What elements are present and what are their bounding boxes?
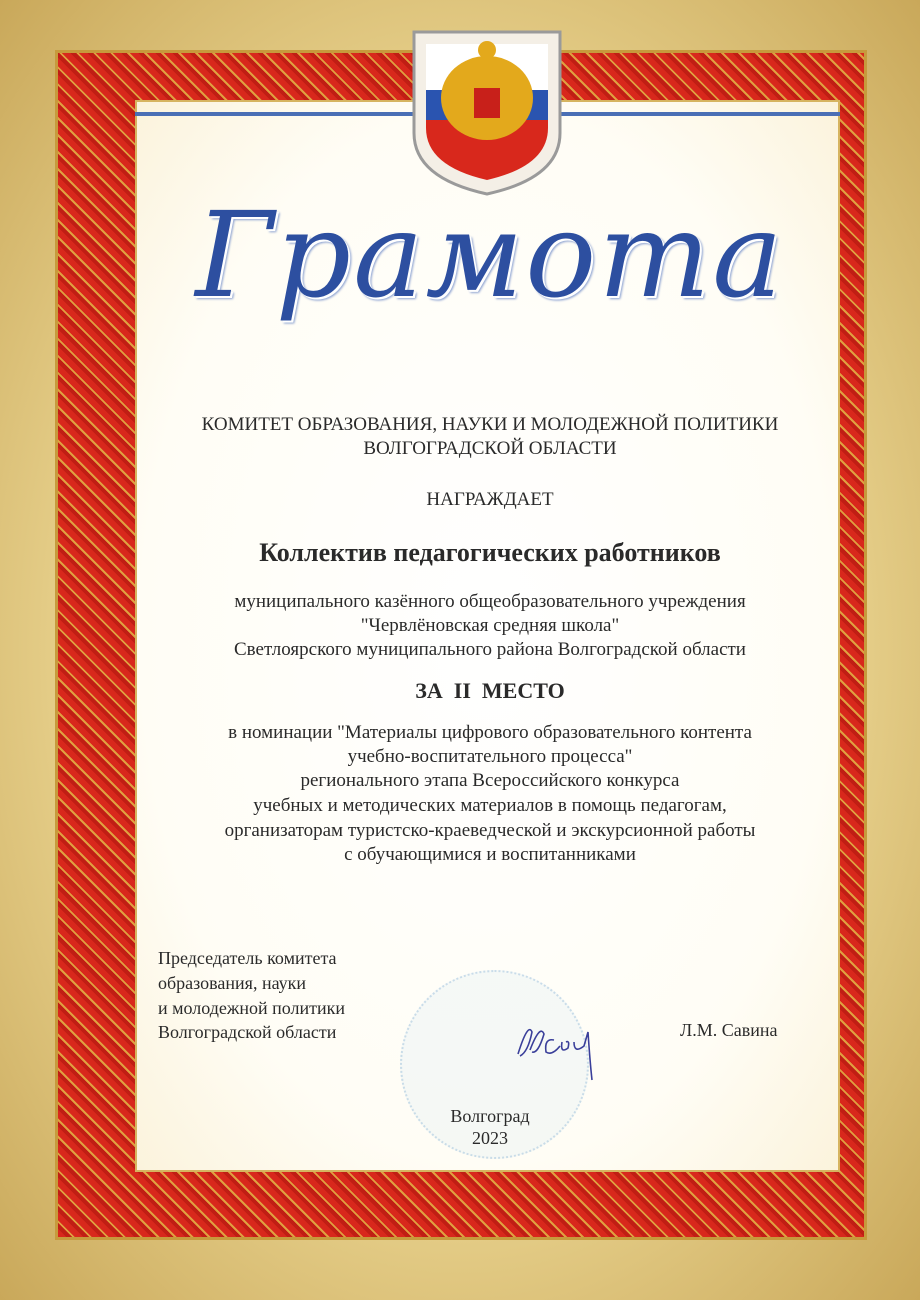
nomination-line: организаторам туристско-краеведческой и экскурсионной работы (224, 820, 756, 841)
signatory-position-line: образования, науки (158, 973, 307, 993)
city: Волгоград (450, 1106, 530, 1126)
place: ЗА II МЕСТО (415, 678, 565, 703)
issuer-line-2: ВОЛГОГРАДСКОЙ ОБЛАСТИ (363, 438, 617, 459)
organization-line: муниципального казённого общеобразовательного учреждения (234, 591, 746, 612)
organization-line: Светлоярского муниципального района Волгоградской области (234, 639, 746, 660)
signatory-position-line: Волгоградской области (158, 1022, 337, 1042)
nomination-line: в номинации "Материалы цифрового образовательного контента (228, 722, 752, 743)
signatory-position-line: и молодежной политики (158, 998, 345, 1018)
issuer-line-1: КОМИТЕТ ОБРАЗОВАНИЯ, НАУКИ И МОЛОДЕЖНОЙ ПОЛИТИКИ (201, 414, 779, 435)
handwritten-signature (510, 1012, 615, 1082)
nomination-line: с обучающимися и воспитанниками (344, 844, 636, 865)
nomination-line: учебных и методических материалов в помощь педагогам, (253, 795, 727, 816)
organization-line: "Червлёновская средняя школа" (360, 615, 620, 636)
nomination-line: регионального этапа Всероссийского конкурса (300, 770, 680, 791)
nomination-line: учебно-воспитательного процесса" (347, 746, 633, 767)
signatory-position-line: Председатель комитета (158, 948, 337, 968)
certificate-title: Грамота (195, 186, 785, 324)
year: 2023 (472, 1128, 508, 1148)
awards-heading: НАГРАЖДАЕТ (426, 489, 554, 510)
recipient: Коллектив педагогических работников (259, 538, 721, 567)
signatory-name: Л.М. Савина (680, 1020, 778, 1040)
